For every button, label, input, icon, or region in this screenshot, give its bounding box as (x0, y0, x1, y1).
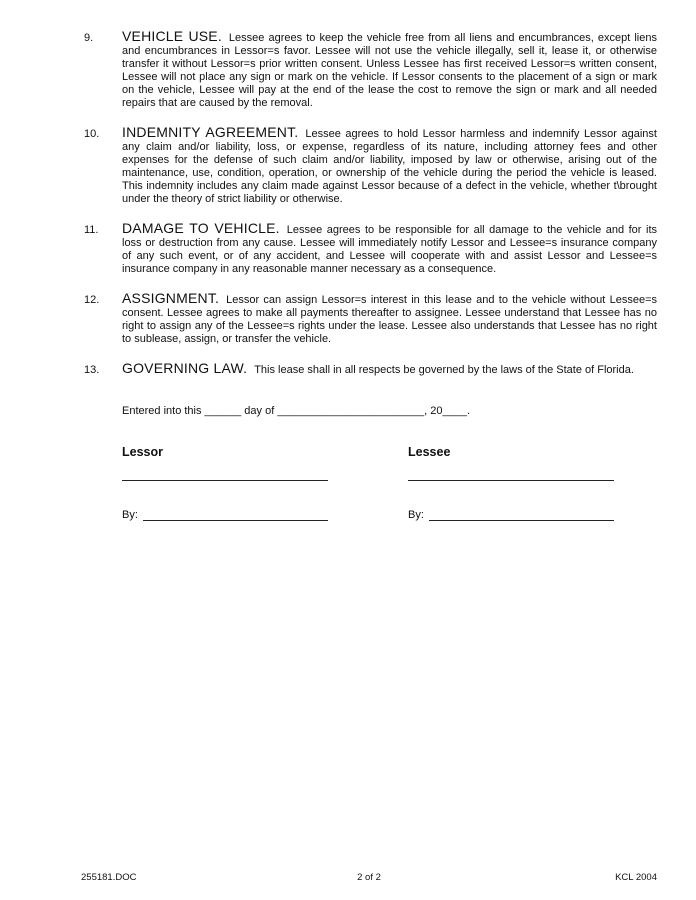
section-damage-to-vehicle (84, 222, 657, 276)
lessee-by-row (408, 508, 614, 522)
lessee-by-line (429, 508, 614, 521)
signature-block (122, 445, 657, 522)
section-number: 9. (84, 32, 94, 44)
section-paragraph (122, 292, 657, 346)
footer-page-number: 2 of 2 (357, 872, 381, 883)
section-paragraph (122, 30, 657, 110)
footer-filename: 255181.DOC (81, 872, 137, 883)
lessee-signature-column (408, 445, 614, 522)
section-vehicle-use (84, 30, 657, 110)
lessee-label: Lessee (408, 445, 451, 459)
section-body: Lessee agrees to hold Lessor harmless and indemnify Lessor against any claim and/or liability, loss, or expense, regardless of its nature, including attorney fees and other expenses for the defense of such claim and/or liability, imposed by law or otherwise, arising out of the maintenance, use, condition, operation, or ownership of the vehicle during the period the vehicle is leased. This indemnity includes any claim made against Lessor because of a defect in the vehicle, whether t\brought under the theory of strict liability or otherwise. (122, 128, 657, 205)
section-body: Lessee agrees to keep the vehicle free from all liens and encumbrances, except liens and encumbrances in Lessor=s favor. Lessee will not use the vehicle illegally, sell it, lease it, or otherwise transfer it without Lessor=s prior written consent. Unless Lessee has first received Lessor=s written consent, Lessee will not place any sign or mark on the vehicle. If Lessor consents to the placement of a sign or mark on the vehicle, Lessee will pay at the end of the lease the cost to remove the sign or mark and all needed repairs that are caused by the removal. (122, 32, 657, 109)
section-number: 10. (84, 128, 100, 140)
by-label: By: (408, 509, 424, 521)
by-label: By: (122, 509, 138, 521)
lessor-by-line (143, 508, 328, 521)
page-footer (81, 872, 657, 883)
lessee-signature-line (408, 459, 614, 481)
section-heading: DAMAGE TO VEHICLE. (122, 220, 280, 236)
section-body: Lessee agrees to be responsible for all damage to the vehicle and for its loss or destruction from any cause. Lessee will immediately notify Lessor and Lessee=s insurance company of any such event, or of any accident, and Lessee will cooperate with and assist Lessor and Lessee=s insurance company in any reasonable manner necessary as a consequence. (122, 224, 657, 275)
lessor-label: Lessor (122, 445, 163, 459)
section-body: Lessor can assign Lessor=s interest in this lease and to the vehicle without Lessee=s consent. Lessee agrees to make all payments thereafter to assignee. Lessee understand that Lessee has no right to assign any of the Lessee=s rights under the lease. Lessee also understands that Lessee has no right to sublease, assign, or transfer the vehicle. (122, 294, 657, 345)
lessor-signature-column (122, 445, 328, 522)
lessor-by-row (122, 508, 328, 522)
section-number: 12. (84, 294, 100, 306)
section-heading: GOVERNING LAW. (122, 360, 248, 376)
section-governing-law (84, 362, 657, 377)
footer-code: KCL 2004 (615, 872, 657, 883)
section-paragraph (122, 222, 657, 276)
section-number: 13. (84, 364, 100, 376)
section-heading: ASSIGNMENT. (122, 290, 220, 306)
section-assignment (84, 292, 657, 346)
section-number: 11. (84, 224, 99, 236)
section-body: This lease shall in all respects be governed by the laws of the State of Florida. (254, 364, 634, 376)
lessor-signature-line (122, 459, 328, 481)
section-heading: VEHICLE USE. (122, 28, 222, 44)
section-indemnity-agreement (84, 126, 657, 206)
entered-into-line: Entered into this ______ day of ________________________, 20____. (122, 405, 471, 417)
section-paragraph (122, 126, 657, 206)
section-heading: INDEMNITY AGREEMENT. (122, 124, 299, 140)
section-paragraph (122, 362, 657, 377)
